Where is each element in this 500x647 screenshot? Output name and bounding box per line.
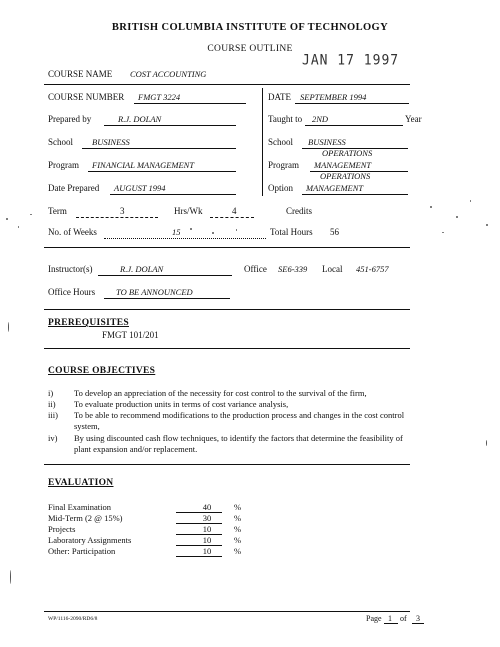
received-date-stamp: JAN 17 1997 xyxy=(302,52,400,69)
scan-speck xyxy=(30,214,32,215)
page-label: Page xyxy=(366,614,382,623)
program-value-left: FINANCIAL MANAGEMENT xyxy=(92,160,195,170)
objective-number: i) xyxy=(48,388,54,398)
evaluation-label: Laboratory Assignments xyxy=(48,535,132,545)
weeks-value: 15 xyxy=(172,227,181,237)
program-label-right: Program xyxy=(268,160,299,170)
page-number: 1 xyxy=(388,614,392,623)
page-total: 3 xyxy=(416,614,420,623)
objective-number: ii) xyxy=(48,399,56,409)
column-divider xyxy=(262,88,263,196)
objective-text: To be able to recommend modifications to the production process and changes in the cost control system, xyxy=(74,410,405,431)
scan-speck xyxy=(456,216,458,218)
evaluation-label: Final Examination xyxy=(48,502,112,512)
institution-title: BRITISH COLUMBIA INSTITUTE OF TECHNOLOGY xyxy=(111,22,389,33)
school-value-right-2: OPERATIONS xyxy=(322,148,373,158)
evaluation-value: 10 xyxy=(202,524,212,534)
evaluation-label: Projects xyxy=(48,524,76,534)
prepared-by-label: Prepared by xyxy=(48,114,92,124)
instructor-label: Instructor(s) xyxy=(48,264,93,274)
percent-sign: % xyxy=(234,524,242,534)
scan-speck xyxy=(430,206,432,208)
course-name-value: COST ACCOUNTING xyxy=(130,69,207,79)
underline xyxy=(104,298,230,299)
objective-text: By using discounted cash flow techniques, to identify the factors that determine the feasibility of plant expansion and/or replacement. xyxy=(74,433,403,454)
underline xyxy=(412,623,424,624)
underline xyxy=(88,171,236,172)
scan-speck xyxy=(8,322,9,332)
scan-speck xyxy=(470,200,471,202)
form-code: WP/1116-2090/RD6/8 xyxy=(48,616,98,622)
rule xyxy=(44,247,410,248)
evaluation-label: Other: Participation xyxy=(48,546,116,556)
evaluation-value: 40 xyxy=(202,502,212,512)
percent-sign: % xyxy=(234,502,242,512)
prerequisites-heading: PREREQUISITES xyxy=(48,318,129,328)
underline xyxy=(302,194,408,195)
taught-to-label: Taught to xyxy=(268,114,303,124)
local-label: Local xyxy=(322,264,343,274)
evaluation-value: 10 xyxy=(202,535,212,545)
school-value-left: BUSINESS xyxy=(92,137,130,147)
rule xyxy=(44,348,410,349)
underline xyxy=(110,194,236,195)
objective-number: iv) xyxy=(48,433,58,443)
total-hours-label: Total Hours xyxy=(270,227,313,237)
percent-sign: % xyxy=(234,546,242,556)
credits-label: Credits xyxy=(286,206,312,216)
office-label: Office xyxy=(244,264,267,274)
evaluation-value: 10 xyxy=(202,546,212,556)
of-label: of xyxy=(400,614,407,623)
scan-speck xyxy=(442,232,444,233)
date-label: DATE xyxy=(268,92,291,102)
school-label-right: School xyxy=(268,137,294,147)
term-label: Term xyxy=(48,206,67,216)
underline xyxy=(210,217,254,218)
school-label-left: School xyxy=(48,137,74,147)
underline xyxy=(98,275,232,276)
percent-sign: % xyxy=(234,513,242,523)
objective-text: To develop an appreciation of the necessity for cost control to the survival of the firm, xyxy=(74,388,367,398)
year-label: Year xyxy=(405,114,422,124)
school-value-right: BUSINESS xyxy=(308,137,346,147)
scan-speck xyxy=(190,228,192,230)
office-value: SE6-339 xyxy=(278,264,308,274)
objective-number: iii) xyxy=(48,410,58,420)
rule xyxy=(44,309,410,310)
rule xyxy=(44,464,410,465)
prepared-by-value: R.J. DOLAN xyxy=(118,114,162,124)
date-value: SEPTEMBER 1994 xyxy=(300,92,367,102)
prerequisites-value: FMGT 101/201 xyxy=(102,330,159,340)
percent-sign: % xyxy=(234,535,242,545)
rule xyxy=(44,84,410,85)
option-value: MANAGEMENT xyxy=(306,183,364,193)
office-hours-label: Office Hours xyxy=(48,287,96,297)
hrs-wk-label: Hrs/Wk xyxy=(174,206,203,216)
date-prepared-label: Date Prepared xyxy=(48,183,100,193)
total-hours-value: 56 xyxy=(330,227,339,237)
footer-rule xyxy=(44,611,410,612)
program-value-right-2: OPERATIONS xyxy=(320,171,371,181)
underline xyxy=(104,125,236,126)
scan-speck xyxy=(236,229,237,231)
document-title: COURSE OUTLINE xyxy=(207,44,293,54)
instructor-value: R.J. DOLAN xyxy=(120,264,164,274)
program-value-right: MANAGEMENT xyxy=(314,160,372,170)
scan-speck xyxy=(486,440,487,446)
evaluation-heading: EVALUATION xyxy=(48,478,114,488)
taught-to-value: 2ND xyxy=(312,114,329,124)
scan-speck xyxy=(10,570,11,584)
underline xyxy=(104,238,266,239)
underline xyxy=(305,125,403,126)
evaluation-value: 30 xyxy=(202,513,212,523)
objectives-heading: COURSE OBJECTIVES xyxy=(48,366,156,376)
evaluation-label: Mid-Term (2 @ 15%) xyxy=(48,513,123,523)
office-hours-value: TO BE ANNOUNCED xyxy=(116,287,193,297)
local-value: 451-6757 xyxy=(356,264,389,274)
scan-speck xyxy=(6,218,8,220)
underline xyxy=(82,148,236,149)
date-prepared-value: AUGUST 1994 xyxy=(114,183,166,193)
objective-text: To evaluate production units in terms of cost variance analysis, xyxy=(74,399,289,409)
underline xyxy=(76,217,158,218)
underline xyxy=(176,556,222,557)
term-value: 3 xyxy=(120,206,125,216)
program-label-left: Program xyxy=(48,160,79,170)
underline xyxy=(384,623,398,624)
scan-speck xyxy=(486,224,488,226)
scan-speck xyxy=(212,232,214,234)
weeks-label: No. of Weeks xyxy=(48,227,97,237)
scan-speck xyxy=(18,226,19,228)
hrs-wk-value: 4 xyxy=(232,206,237,216)
course-number-label: COURSE NUMBER xyxy=(48,92,125,102)
course-number-value: FMGT 3224 xyxy=(138,92,181,102)
underline xyxy=(295,103,409,104)
course-name-label: COURSE NAME xyxy=(48,69,113,79)
underline xyxy=(134,103,246,104)
option-label: Option xyxy=(268,183,294,193)
